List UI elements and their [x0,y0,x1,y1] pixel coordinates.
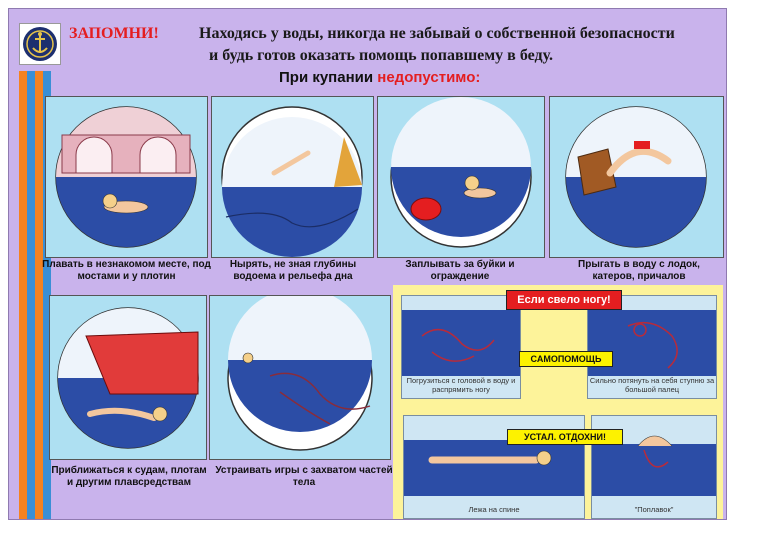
safety-line-2: и будь готов оказать помощь попавшему в беду. [209,47,553,64]
card-boat-jump [549,96,724,258]
caption-buoys: Заплывать за буйки и ограждение [405,259,515,282]
rest2-caption: "Поплавок" [634,505,674,514]
poster [8,8,727,520]
card-dive [211,96,374,258]
selfhelp-label: САМОПОМОЩЬ [519,351,613,367]
float-illustration [592,416,716,496]
caption-ship: Приближаться к судам, плотам и другим плавсредствам [51,465,207,488]
subtitle-prefix: При купании [279,69,374,86]
caption-games: Устраивать игры с захватом частей тела [215,465,393,488]
boat-jump-illustration [550,97,723,257]
card-buoys [377,96,545,258]
cramp-step-1 [401,295,521,399]
bridge-swim-illustration [46,97,207,257]
caption-boat-jump: Прыгать в воду с лодок, катеров, причалов [578,259,700,282]
rest1-caption: Лежа на спине [468,505,520,514]
anchor-emblem-icon [19,23,61,65]
step1-caption: Погрузиться с головой в воду и распрямить ногу [406,376,516,394]
cramp-title-label: Если свело ногу! [506,290,622,310]
step2-caption: Сильно потянуть на себя ступню за большой палец [589,376,715,394]
subtitle-red: недопустимо: [377,69,481,86]
remember-heading: ЗАПОМНИ! [69,25,159,42]
caption-dive: Нырять, не зная глубины водоема и рельефа дна [229,259,357,282]
help-panel [393,285,723,520]
tired-label: УСТАЛ. ОТДОХНИ! [507,429,623,445]
rest-back-illustration [404,416,584,496]
buoy-illustration [378,97,544,257]
card-games [209,295,391,460]
caption-bridge-swim: Плавать в незнакомом месте, под мостами и у плотин [42,259,211,282]
card-ship [49,295,207,460]
safety-line-1: Находясь у воды, никогда не забывай о собственной безопасности [199,25,675,42]
cramp-step1-illustration [402,296,520,376]
card-bridge-swim [45,96,208,258]
games-illustration [210,296,390,459]
ship-illustration [50,296,206,459]
prohibited-subtitle [279,69,480,86]
cramp-step-2 [587,295,717,399]
dive-illustration [212,97,373,257]
